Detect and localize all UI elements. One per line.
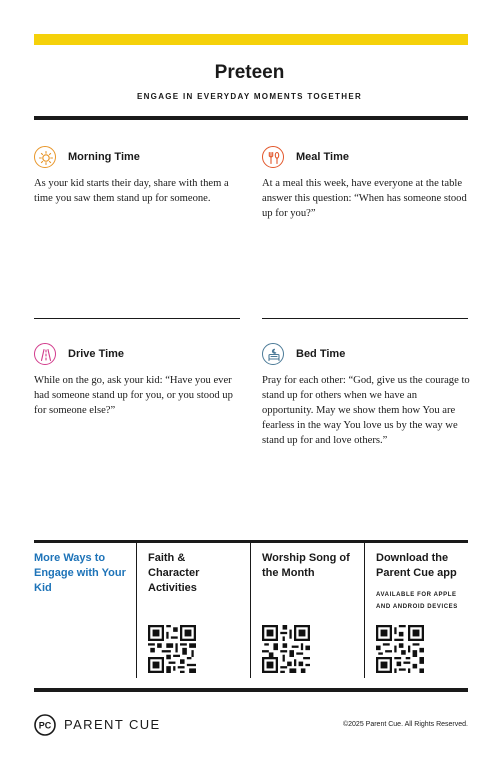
qr-code-app-download[interactable] xyxy=(376,625,424,673)
footer-top-divider xyxy=(34,540,468,543)
qr-code-faith-activities[interactable] xyxy=(148,625,196,673)
svg-text:PC: PC xyxy=(38,720,52,731)
app-availability-note: AVAILABLE FOR APPLE AND ANDROID DEVICES xyxy=(376,592,458,610)
bed-icon xyxy=(262,343,284,365)
section-divider-right xyxy=(262,318,468,319)
section-body-bed: Pray for each other: “God, give us the courage to stand up for others when we have an opportunity. May we show them how You are fearless in the way You love us by the way we stand up for and love others.” xyxy=(262,375,470,446)
section-title-meal: Meal Time xyxy=(296,151,349,163)
page-title: Preteen xyxy=(214,62,285,83)
section-title-morning: Morning Time xyxy=(68,151,140,163)
sun-icon xyxy=(34,146,56,168)
footer-bottom-divider xyxy=(34,688,468,692)
footer-column-divider xyxy=(136,543,137,678)
faith-activities-heading: Faith & Character Activities xyxy=(148,552,200,594)
section-body-drive: While on the go, ask your kid: “Have you ever had someone stand up for you, or you stood up for someone else?” xyxy=(34,375,233,416)
worship-song-heading: Worship Song of the Month xyxy=(262,552,350,579)
copyright-text: ©2025 Parent Cue. All Rights Reserved. xyxy=(342,721,468,728)
more-ways-heading: More Ways to Engage with Your Kid xyxy=(34,552,126,594)
footer-column-divider xyxy=(250,543,251,678)
qr-code-worship-song[interactable] xyxy=(262,625,310,673)
section-title-drive: Drive Time xyxy=(68,348,125,360)
section-body-morning: As your kid starts their day, share with them a time you saw them stand up for someone. xyxy=(34,178,229,204)
section-title-bed: Bed Time xyxy=(296,348,346,360)
brand-name: PARENT CUE xyxy=(64,717,161,732)
section-body-meal: At a meal this week, have everyone at the table answer this question: “When has someone stood up for you?” xyxy=(262,178,467,219)
top-accent-bar xyxy=(34,34,468,45)
utensils-icon xyxy=(262,146,284,168)
section-divider-left xyxy=(34,318,240,319)
footer-column-divider xyxy=(364,543,365,678)
download-app-heading: Download the Parent Cue app xyxy=(376,552,457,579)
header-divider xyxy=(34,116,468,120)
parent-cue-logo xyxy=(34,714,56,736)
page-subtitle: ENGAGE IN EVERYDAY MOMENTS TOGETHER xyxy=(136,92,363,101)
road-icon xyxy=(34,343,56,365)
